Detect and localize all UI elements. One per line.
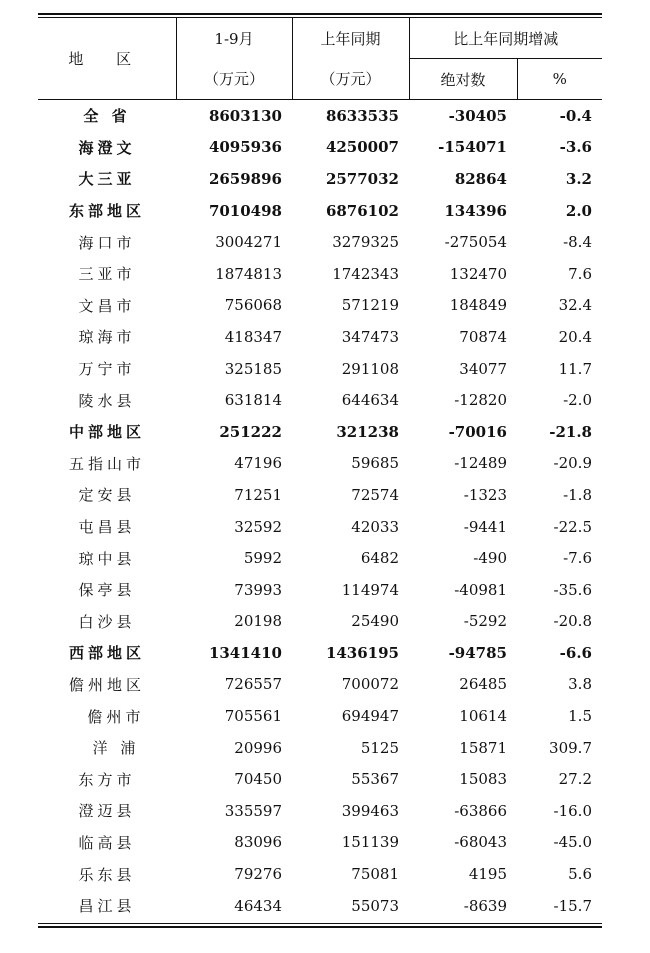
value-change-pct: -35.6: [553, 580, 592, 599]
table-row: [38, 226, 602, 258]
region-name-cell: [38, 479, 176, 511]
header-col2-unit: （万元）: [292, 59, 409, 100]
table-row: [38, 290, 602, 322]
value-last-year: 3279325: [332, 233, 399, 252]
value-last-year: 2577032: [325, 169, 399, 188]
value-current: 83096: [234, 833, 282, 852]
statistics-table: [38, 13, 602, 928]
value-change-pct: 3.8: [568, 675, 592, 694]
value-last-year: 347473: [341, 327, 399, 346]
value-change-pct: -21.8: [549, 422, 592, 441]
region-name: 白沙县: [78, 612, 136, 631]
table-body: [38, 100, 602, 921]
table-row: [38, 511, 602, 543]
header-col1-top: 1-9月: [176, 18, 292, 59]
region-name: 儋州地区: [68, 675, 145, 694]
value-change-abs: -30405: [448, 106, 507, 125]
value-change-abs: 132470: [449, 264, 507, 283]
value-change-pct: -6.6: [559, 643, 592, 662]
value-last-year: 25490: [351, 612, 399, 631]
region-name-cell: [38, 890, 176, 922]
region-name: 乐东县: [78, 865, 136, 884]
value-last-year: 4250007: [325, 138, 399, 157]
value-change-abs: -1323: [463, 485, 507, 504]
value-current: 8603130: [208, 106, 282, 125]
value-current: 20198: [234, 612, 282, 631]
value-change-abs: 15083: [459, 770, 507, 789]
region-name: 琼中县: [78, 549, 136, 568]
value-change-abs: -8639: [463, 896, 507, 915]
value-change-pct: 5.6: [568, 865, 592, 884]
value-last-year: 644634: [341, 391, 399, 410]
value-change-pct: 32.4: [558, 296, 592, 315]
value-last-year: 6876102: [325, 201, 399, 220]
region-name: 海口市: [78, 233, 136, 252]
value-change-pct: -3.6: [559, 138, 592, 157]
value-change-pct: 7.6: [568, 264, 592, 283]
value-change-abs: -40981: [454, 580, 507, 599]
value-change-pct: 27.2: [558, 770, 592, 789]
header-col3a: 绝对数: [409, 59, 517, 100]
region-name: 琼海市: [78, 328, 136, 347]
value-current: 20996: [234, 738, 282, 757]
region-name-cell: [38, 416, 176, 448]
region-name: 文昌市: [78, 296, 136, 315]
value-change-pct: -2.0: [563, 391, 592, 410]
region-name: 海澄文: [78, 138, 136, 157]
table-row: [38, 732, 602, 764]
value-last-year: 1436195: [325, 643, 399, 662]
region-name: 陵水县: [78, 391, 136, 410]
value-change-pct: -8.4: [563, 233, 592, 252]
value-change-abs: -70016: [448, 422, 507, 441]
value-change-pct: -16.0: [553, 801, 592, 820]
region-name: 西部地区: [68, 644, 145, 663]
value-current: 32592: [234, 517, 282, 536]
table-row: [38, 827, 602, 859]
table-row: [38, 858, 602, 890]
value-change-abs: 26485: [459, 675, 507, 694]
value-change-abs: -154071: [438, 138, 507, 157]
region-name-cell: [38, 132, 176, 164]
region-name: 保亭县: [78, 581, 136, 600]
region-name-cell: [38, 858, 176, 890]
value-change-abs: -9441: [463, 517, 507, 536]
value-last-year: 6482: [360, 549, 399, 568]
value-current: 705561: [224, 707, 282, 726]
region-name: 昌江县: [78, 897, 136, 916]
header-region: 地 区: [68, 50, 146, 68]
table-row: [38, 763, 602, 795]
table-row: [38, 637, 602, 669]
value-last-year: 694947: [341, 707, 399, 726]
value-current: 79276: [234, 865, 282, 884]
value-change-pct: -20.8: [553, 612, 592, 631]
value-change-abs: 15871: [459, 738, 507, 757]
value-current: 325185: [224, 359, 282, 378]
value-last-year: 72574: [351, 485, 399, 504]
region-name-cell: [38, 100, 176, 132]
value-last-year: 55367: [351, 770, 399, 789]
value-change-abs: -490: [473, 549, 507, 568]
value-last-year: 291108: [341, 359, 399, 378]
value-change-abs: -68043: [454, 833, 507, 852]
table-row: [38, 700, 602, 732]
value-current: 7010498: [208, 201, 282, 220]
value-current: 71251: [234, 485, 282, 504]
value-current: 4095936: [208, 138, 282, 157]
value-current: 251222: [219, 422, 282, 441]
value-last-year: 700072: [341, 675, 399, 694]
table-header: [38, 18, 602, 99]
region-name-cell: [38, 700, 176, 732]
region-name-cell: [38, 732, 176, 764]
value-current: 1874813: [215, 264, 282, 283]
region-name-cell: [38, 384, 176, 416]
table-row: [38, 574, 602, 606]
region-name: 澄迈县: [78, 802, 136, 821]
value-change-pct: 20.4: [558, 327, 592, 346]
value-last-year: 5125: [360, 738, 399, 757]
value-change-pct: -22.5: [553, 517, 592, 536]
region-name-cell: [38, 542, 176, 574]
value-last-year: 321238: [336, 422, 399, 441]
value-change-abs: 10614: [459, 707, 507, 726]
table-row: [38, 258, 602, 290]
value-current: 2659896: [208, 169, 282, 188]
table-row: [38, 100, 602, 132]
value-change-abs: -12489: [454, 454, 507, 473]
region-name-cell: [38, 163, 176, 195]
value-last-year: 151139: [341, 833, 399, 852]
value-change-abs: 4195: [468, 865, 507, 884]
value-current: 47196: [234, 454, 282, 473]
value-change-pct: -7.6: [563, 549, 592, 568]
value-change-abs: 82864: [454, 169, 507, 188]
value-change-pct: -0.4: [559, 106, 592, 125]
region-name-cell: [38, 669, 176, 701]
table-row: [38, 384, 602, 416]
value-last-year: 59685: [351, 454, 399, 473]
table-row: [38, 132, 602, 164]
value-change-pct: 11.7: [558, 359, 592, 378]
value-change-pct: -20.9: [553, 454, 592, 473]
value-last-year: 1742343: [332, 264, 399, 283]
value-current: 726557: [224, 675, 282, 694]
region-name-cell: [38, 448, 176, 480]
value-change-abs: 184849: [449, 296, 507, 315]
region-name: 定安县: [78, 486, 136, 505]
value-current: 73993: [234, 580, 282, 599]
region-name: 屯昌县: [78, 518, 136, 537]
value-change-abs: 134396: [444, 201, 507, 220]
value-change-abs: -5292: [463, 612, 507, 631]
region-name: 临高县: [78, 833, 136, 852]
region-name-cell: [38, 353, 176, 385]
value-current: 418347: [224, 327, 282, 346]
region-name-cell: [38, 795, 176, 827]
region-name: 三亚市: [78, 265, 136, 284]
value-change-abs: -12820: [454, 391, 507, 410]
table-row: [38, 163, 602, 195]
header-col3-top: 比上年同期增减: [409, 18, 602, 59]
value-current: 1341410: [208, 643, 282, 662]
value-change-pct: 309.7: [549, 738, 592, 757]
value-last-year: 399463: [341, 801, 399, 820]
header-col1-unit: （万元）: [176, 59, 292, 100]
value-change-abs: -94785: [448, 643, 507, 662]
table-row: [38, 795, 602, 827]
table-row: [38, 353, 602, 385]
table-row: [38, 195, 602, 227]
region-name: 中部地区: [68, 423, 145, 442]
table-row: [38, 606, 602, 638]
table-row: [38, 890, 602, 922]
value-change-abs: -63866: [454, 801, 507, 820]
region-name-cell: [38, 763, 176, 795]
region-name: 大三亚: [78, 170, 136, 189]
value-current: 335597: [224, 801, 282, 820]
value-last-year: 42033: [351, 517, 399, 536]
table-row: [38, 669, 602, 701]
value-current: 5992: [243, 549, 282, 568]
region-name: 洋 浦: [92, 739, 140, 758]
region-name: 全 省: [83, 107, 131, 126]
region-name-cell: [38, 574, 176, 606]
value-change-pct: 2.0: [565, 201, 592, 220]
value-current: 756068: [224, 296, 282, 315]
value-change-abs: -275054: [444, 233, 507, 252]
region-name-cell: [38, 290, 176, 322]
value-current: 46434: [234, 896, 282, 915]
region-name-cell: [38, 511, 176, 543]
region-name-cell: [38, 195, 176, 227]
region-name: 万宁市: [78, 360, 136, 379]
header-col3b: %: [517, 59, 602, 100]
value-change-pct: -45.0: [553, 833, 592, 852]
region-name-cell: [38, 258, 176, 290]
value-last-year: 571219: [341, 296, 399, 315]
value-change-abs: 70874: [459, 327, 507, 346]
region-name: 东方市: [78, 770, 136, 789]
region-name: 儋州市: [87, 707, 145, 726]
value-change-pct: -15.7: [553, 896, 592, 915]
value-current: 70450: [234, 770, 282, 789]
value-last-year: 55073: [351, 896, 399, 915]
value-current: 3004271: [215, 233, 282, 252]
region-name-cell: [38, 606, 176, 638]
value-change-pct: 1.5: [568, 707, 592, 726]
value-last-year: 75081: [351, 865, 399, 884]
table-row: [38, 448, 602, 480]
value-change-pct: 3.2: [565, 169, 592, 188]
region-name-cell: [38, 637, 176, 669]
region-name-cell: [38, 226, 176, 258]
bottom-rule-thick: [38, 926, 602, 928]
table-row: [38, 321, 602, 353]
region-name: 五指山市: [68, 454, 145, 473]
table-row: [38, 416, 602, 448]
region-name-cell: [38, 827, 176, 859]
value-last-year: 114974: [341, 580, 399, 599]
region-name: 东部地区: [68, 202, 145, 221]
header-col2-top: 上年同期: [292, 18, 409, 59]
value-change-pct: -1.8: [563, 485, 592, 504]
table-row: [38, 479, 602, 511]
region-name-cell: [38, 321, 176, 353]
value-last-year: 8633535: [325, 106, 399, 125]
value-current: 631814: [224, 391, 282, 410]
table-row: [38, 542, 602, 574]
value-change-abs: 34077: [459, 359, 507, 378]
